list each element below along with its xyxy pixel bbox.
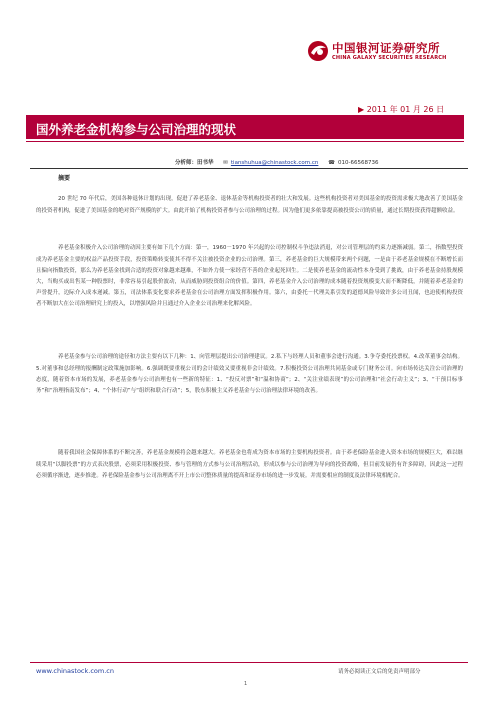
logo-english-name: CHINA GALAXY SECURITIES RESEARCH (332, 55, 447, 61)
abstract-paragraph-1: 20 世纪 70 年代后，美国各种退休计划的出现，促进了养老基金、退休基金等机构投资者的壮大和发展。这些机构投资者对美国基金的投资需求极大地改善了美国基金的投资者机构，促进了美国基金的绝对资产规模的扩大。由此开始了机构投资者参与公司治理的过程。因为他们更多依靠提高被投资公司的质量，通过长期投资获得超额收益。 (36, 196, 463, 214)
phone-icon: ☎ (328, 160, 335, 166)
envelope-icon: ✉ (223, 160, 228, 166)
abstract-paragraph-4: 随着我国社会保障体系的不断完善，养老基金规模将会越来越大。养老基金也将成为资本市场的主要机构投资者。由于养老保险基金进入资本市场的规模巨大，难以继续采用“以脚投票”的方式表决股票，必须采用积极投资、参与管理的方式参与公司治理活动，形成以参与公司治理为导向的投资战略，但目前发展仍有许多障碍，因此这一过程必须循序渐进，逐步推进。养老保险基金参与公司治理离不开上市公司整体质量的提高和证券市场的进一步发展。并需要相应的制度及法律环境相配合。 (36, 450, 463, 479)
galaxy-logo-icon (307, 40, 329, 62)
logo-chinese-name: 中国银河证券研究所 (332, 41, 440, 55)
title-banner (26, 115, 464, 139)
author-divider (30, 168, 468, 169)
footer-website-link[interactable]: www.chinastock.com.cn (36, 667, 114, 675)
abstract-paragraph-3: 养老基金参与公司治理的途径和方法主要有以下几种：1、向管理层提出公司治理建议。2.私下与经理人员和董事会进行沟通。3.争夺委托投票权。4.改革董事会结构。5.对董事和总经理的报酬制定政策施加影响。6.强调既要重视公司的会计绩效又要重视非会计绩效。7.积极投资公司治理共同基金或专门财务公司。向市场传达关注公司治理的态度，随着资本市场的发展，养老基金参与公司治理也有一些新的特征：1、“投反对票”和“温和协商”；2、“关注业绩表现”的公司治理和“社会行动主义”；3、“干预目标事务”和“治理指南发布”；4、“个体行动”与“组织和联合行动”；5，股东积极主义养老基金与公司治理法律环境的改善。 (36, 354, 463, 395)
analyst-label: 分析师： (175, 160, 198, 166)
footer-disclaimer: 请务必阅读正文后的免责声明部分 (338, 669, 421, 675)
report-date: ▶ 2011 年 01 月 26 日 (358, 105, 445, 114)
title-divider (26, 141, 464, 142)
abstract-paragraph-2: 养老基金积极介入公司治理的动因主要有如下几个方面：第一，1960－1970 年兴起的公司控制权斗争违法消退，对公司管理层的约束力逐渐减弱。第二，指数型投资成为养老基金主要的权益产品投资手段，投资策略转变使其不得不关注被投资企业的公司治理。第三，养老基金的巨大规模带来两个问题，一是由于养老基金规模在不断增长而且偏向指数投资，那么为养老基金找到合适的投资对象越来越难，不如外力使一家经营不善的企业起死回生。二是使养老基金的流动性本身受到了挑战，由于养老基金持股规模大，当购买或出售某一种股票时，非常容易引起股价波动，从而威胁到投资组合的价值。第四，养老基金介入公司治理的成本随着投资规模变大而不断降低，并随着养老基金的声誉提升，边际介入成本递减。第五，司法体系变化要求养老基金在公司治理方面发挥积极作用。第六，由委托－代理关系引发的道德风险导致许多公司丑闻，也迫使机构投资者不断加大在公司治理研究上的投入，以增强风险并且通过介入企业公司治理来化解风险。 (36, 245, 463, 308)
analyst-phone: 010-66568736 (337, 160, 379, 166)
analyst-info (175, 158, 378, 166)
analyst-email-link[interactable]: tianshuhua@chinastock.com.cn (230, 160, 319, 166)
page-number: 1 (244, 681, 248, 687)
analyst-name: 田书华 (197, 160, 214, 166)
abstract-heading: 摘要 (58, 175, 71, 182)
company-logo (307, 40, 467, 66)
report-title: 国外养老金机构参与公司治理的现状 (36, 122, 237, 137)
footer-divider (30, 662, 468, 663)
